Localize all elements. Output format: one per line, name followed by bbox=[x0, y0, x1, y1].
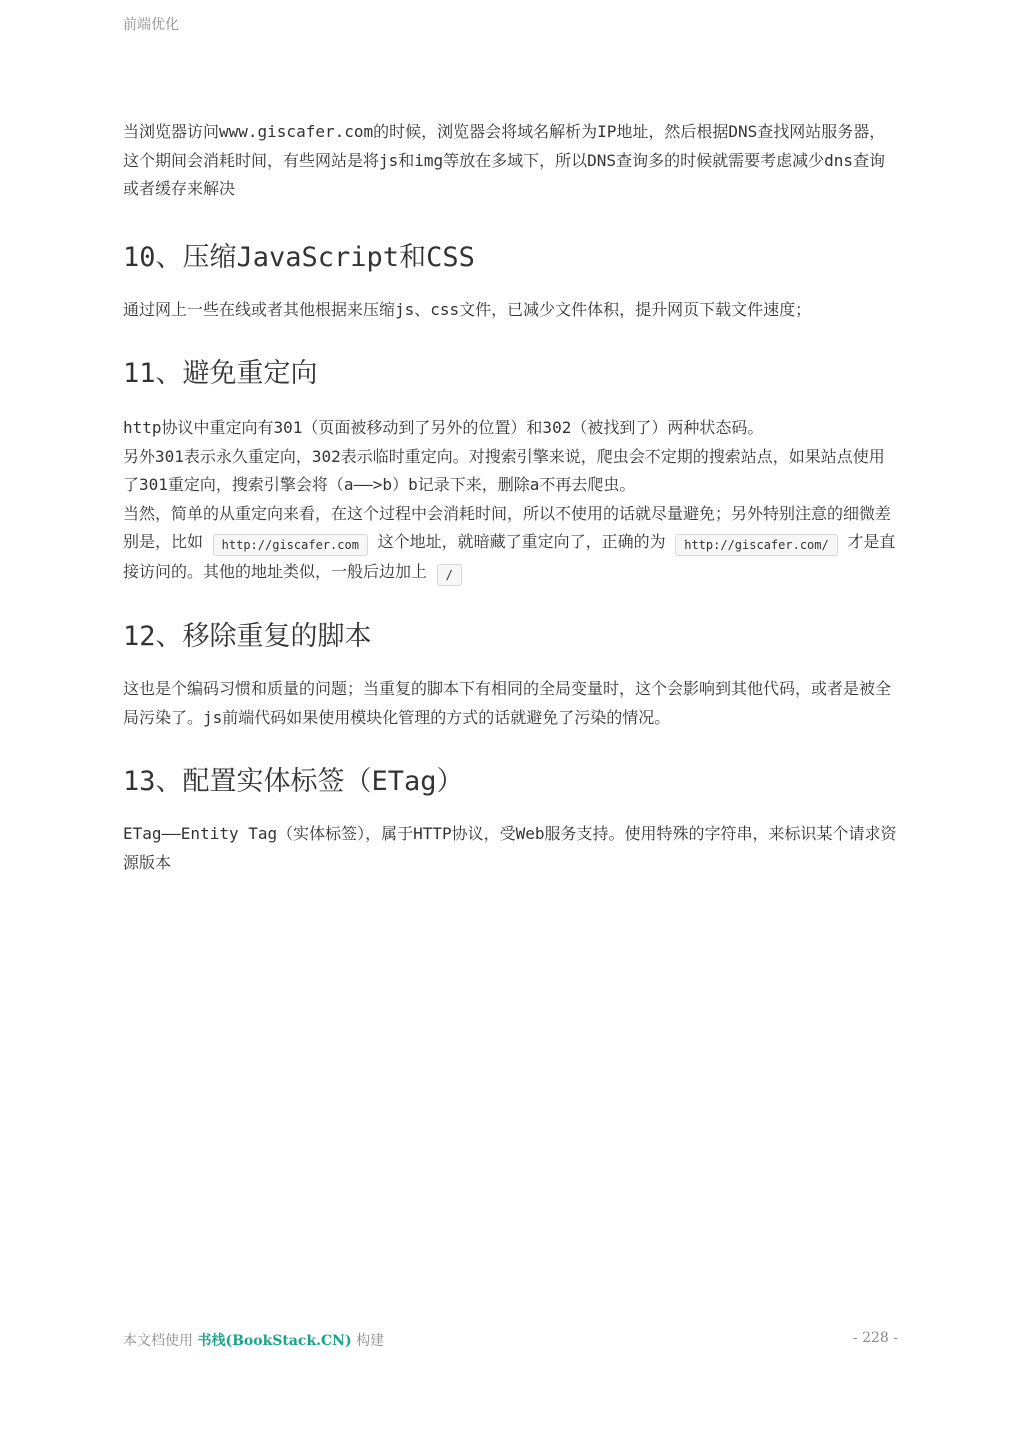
running-footer bbox=[123, 1330, 898, 1350]
footer-credit bbox=[123, 1330, 384, 1350]
heading-compress-js-css: 10、压缩JavaScript和CSS bbox=[123, 241, 475, 273]
redirect-line-3b: 这个地址，就暗藏了重定向了，正确的为 bbox=[377, 532, 666, 551]
redirect-line-2: 另外301表示永久重定向，302表示临时重定向。对搜索引擎来说，爬虫会不定期的搜索站点，如果站点使用了301重定向，搜索引擎会将（a——>b）b记录下来，删除a不再去爬虫。 bbox=[123, 446, 885, 494]
inline-code-slash: / bbox=[437, 564, 462, 586]
compress-paragraph: 通过网上一些在线或者其他根据来压缩js、css文件，已减少文件体积，提升网页下载文件速度； bbox=[123, 299, 812, 319]
inline-code-url-with-slash: http://giscafer.com/ bbox=[675, 534, 838, 556]
page-content bbox=[123, 118, 898, 877]
running-header bbox=[123, 14, 179, 34]
heading-etag: 13、配置实体标签（ETag） bbox=[123, 766, 464, 797]
footer-prefix: 本文档使用 bbox=[123, 1333, 193, 1349]
redirect-line-1: http协议中重定向有301（页面被移动到了另外的位置）和302（被找到了）两种状态码。 bbox=[123, 418, 764, 437]
document-title: 前端优化 bbox=[123, 17, 179, 33]
page-number: - 228 - bbox=[852, 1330, 898, 1346]
heading-remove-duplicate-scripts: 12、移除重复的脚本 bbox=[123, 621, 372, 652]
bookstack-link[interactable]: 书栈(BookStack.CN) bbox=[197, 1333, 352, 1349]
redirect-line-3a: 当然，简单的从重定向来看，在这个过程中会消耗时间，所以不使用的话就尽量避免；另外特别注意的细微差别是，比如 bbox=[123, 503, 892, 551]
heading-avoid-redirect: 11、避免重定向 bbox=[123, 358, 318, 389]
dns-paragraph: 当浏览器访问www.giscafer.com的时候，浏览器会将域名解析为IP地址，然后根据DNS查找网站服务器，这个期间会消耗时间，有些网站是将js和img等放在多域下，所以DNS查询多的时候就需要考虑减少dns查询或者缓存来解决 bbox=[123, 122, 886, 198]
footer-suffix: 构建 bbox=[356, 1333, 385, 1349]
redirect-line-3c: 才是直接访问的。其他的地址类似，一般后边加上 bbox=[123, 532, 896, 581]
redirect-paragraph bbox=[123, 414, 898, 587]
duplicate-scripts-paragraph: 这也是个编码习惯和质量的问题；当重复的脚本下有相同的全局变量时，这个会影响到其他代码，或者是被全局污染了。js前端代码如果使用模块化管理的方式的话就避免了污染的情况。 bbox=[123, 679, 892, 727]
etag-paragraph: ETag——Entity Tag（实体标签），属于HTTP协议，受Web服务支持。使用特殊的字符串，来标识某个请求资源版本 bbox=[123, 824, 897, 872]
inline-code-url-no-slash: http://giscafer.com bbox=[213, 534, 368, 556]
